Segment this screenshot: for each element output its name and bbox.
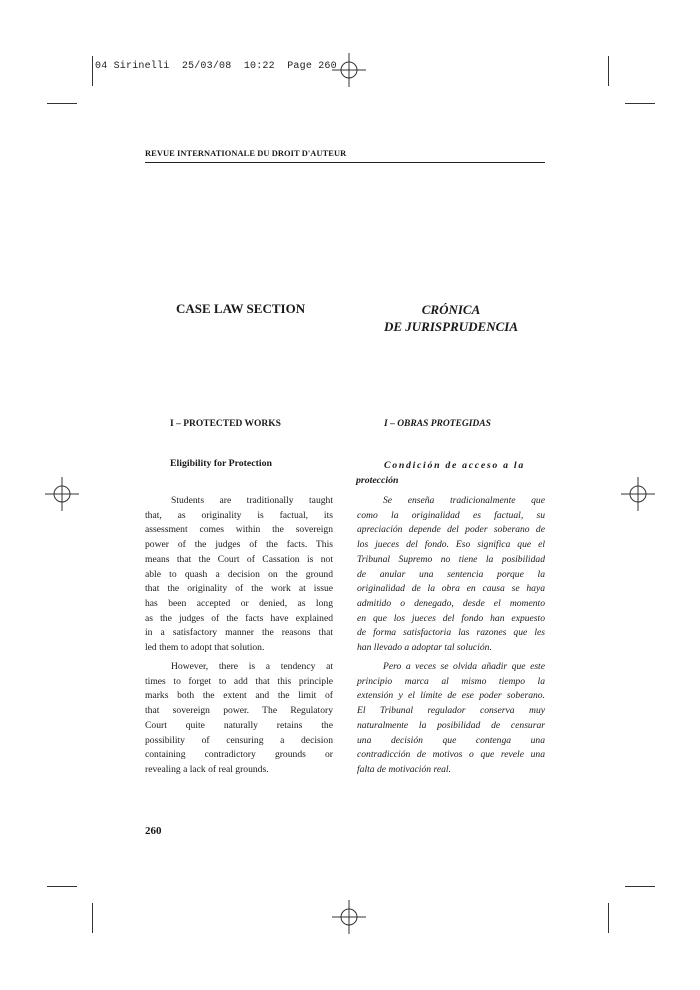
registration-mark-bottom-icon bbox=[332, 900, 366, 934]
text-line: assessment comes within the sovereign bbox=[145, 524, 333, 536]
text-line: in a satisfactory manner the reasons that bbox=[145, 627, 333, 639]
text-line: falta de motivación real. bbox=[357, 763, 451, 775]
text-line: Students are traditionally taught bbox=[171, 495, 333, 506]
text-line: de forma satisfactoria las razones que les bbox=[357, 627, 545, 639]
text-line: originalidad de la obra en causa se haya bbox=[357, 583, 545, 595]
text-line: los jueces del fondo. Eso significa que el bbox=[357, 539, 545, 551]
section-title-spanish-line: CRÓNICA bbox=[421, 302, 481, 317]
text-line: containing contradictory grounds or bbox=[145, 749, 333, 761]
text-line: extensión y el límite de ese poder soberano. bbox=[357, 690, 545, 702]
paragraph-1-spanish bbox=[357, 494, 545, 656]
text-line: contradicción de motivos o que revele una bbox=[357, 749, 545, 761]
paragraph-2-spanish bbox=[357, 660, 545, 778]
text-line: apreciación depende del poder soberano de bbox=[357, 524, 545, 536]
printer-slug: 04 Sirinelli 25/03/08 10:22 Page 260 bbox=[95, 61, 337, 72]
text-line: that the originality of the work at issue bbox=[145, 583, 333, 595]
text-line: power of the judges of the facts. This bbox=[145, 539, 333, 551]
paragraph-1-english bbox=[145, 494, 333, 656]
text-line: led them to adopt that solution. bbox=[145, 642, 265, 654]
text-line: naturalmente la posibilidad de censurar bbox=[357, 719, 545, 731]
text-line: El Tribunal regulador conserva muy bbox=[357, 705, 545, 717]
text-line: able to quash a decision on the ground bbox=[145, 568, 333, 580]
text-line: Court quite naturally retains the bbox=[145, 719, 333, 731]
text-line: Pero a veces se olvida añadir que este bbox=[383, 661, 545, 672]
text-line: en que los jueces del fondo han expuesto bbox=[357, 612, 545, 624]
section-title-spanish bbox=[356, 301, 546, 335]
registration-mark-right-icon bbox=[621, 477, 655, 511]
text-line: times to forget to add that this principle bbox=[145, 675, 333, 687]
text-line: has been accepted or denied, as long bbox=[145, 597, 333, 609]
text-line: Se enseña tradicionalmente que bbox=[383, 495, 545, 506]
subheading-spanish-line: Condición de acceso a la bbox=[384, 460, 525, 471]
text-line: principio marca al mismo tiempo la bbox=[357, 675, 545, 687]
text-line: marks both the extent and the limit of bbox=[145, 690, 333, 702]
text-line: una decisión que contenga una bbox=[357, 734, 545, 746]
section-title-spanish-line: DE JURISPRUDENCIA bbox=[383, 319, 518, 334]
text-line: admitido o denegado, desde el momento bbox=[357, 597, 545, 609]
subheading-english: Eligibility for Protection bbox=[170, 458, 272, 469]
page-number: 260 bbox=[145, 825, 162, 837]
text-line: that sovereign power. The Regulatory bbox=[145, 705, 333, 717]
heading-english: I – PROTECTED WORKS bbox=[170, 419, 281, 429]
registration-mark-top-icon bbox=[332, 53, 366, 87]
text-line: como la originalidad es factual, su bbox=[357, 509, 545, 521]
text-line: as the judges of the facts have explained bbox=[145, 612, 333, 624]
text-line: han llevado a adoptar tal solución. bbox=[357, 642, 492, 654]
paragraph-2-english bbox=[145, 660, 333, 778]
text-line: However, there is a tendency at bbox=[171, 661, 333, 672]
subheading-spanish-line: protección bbox=[356, 475, 399, 486]
text-line: possibility of censuring a decision bbox=[145, 734, 333, 746]
running-header: REVUE INTERNATIONALE DU DROIT D'AUTEUR bbox=[145, 149, 347, 158]
text-line: de anular una sentencia porque la bbox=[357, 568, 545, 580]
section-title-english: CASE LAW SECTION bbox=[176, 301, 306, 316]
registration-mark-left-icon bbox=[45, 477, 79, 511]
subheading-spanish bbox=[356, 458, 546, 488]
text-line: revealing a lack of real grounds. bbox=[145, 763, 269, 775]
text-line: that, as originality is factual, its bbox=[145, 509, 333, 521]
text-line: Tribunal Supremo no tiene la posibilidad bbox=[357, 553, 545, 565]
header-rule bbox=[145, 162, 545, 163]
heading-spanish: I – OBRAS PROTEGIDAS bbox=[384, 419, 491, 429]
text-line: means that the Court of Cassation is not bbox=[145, 553, 333, 565]
